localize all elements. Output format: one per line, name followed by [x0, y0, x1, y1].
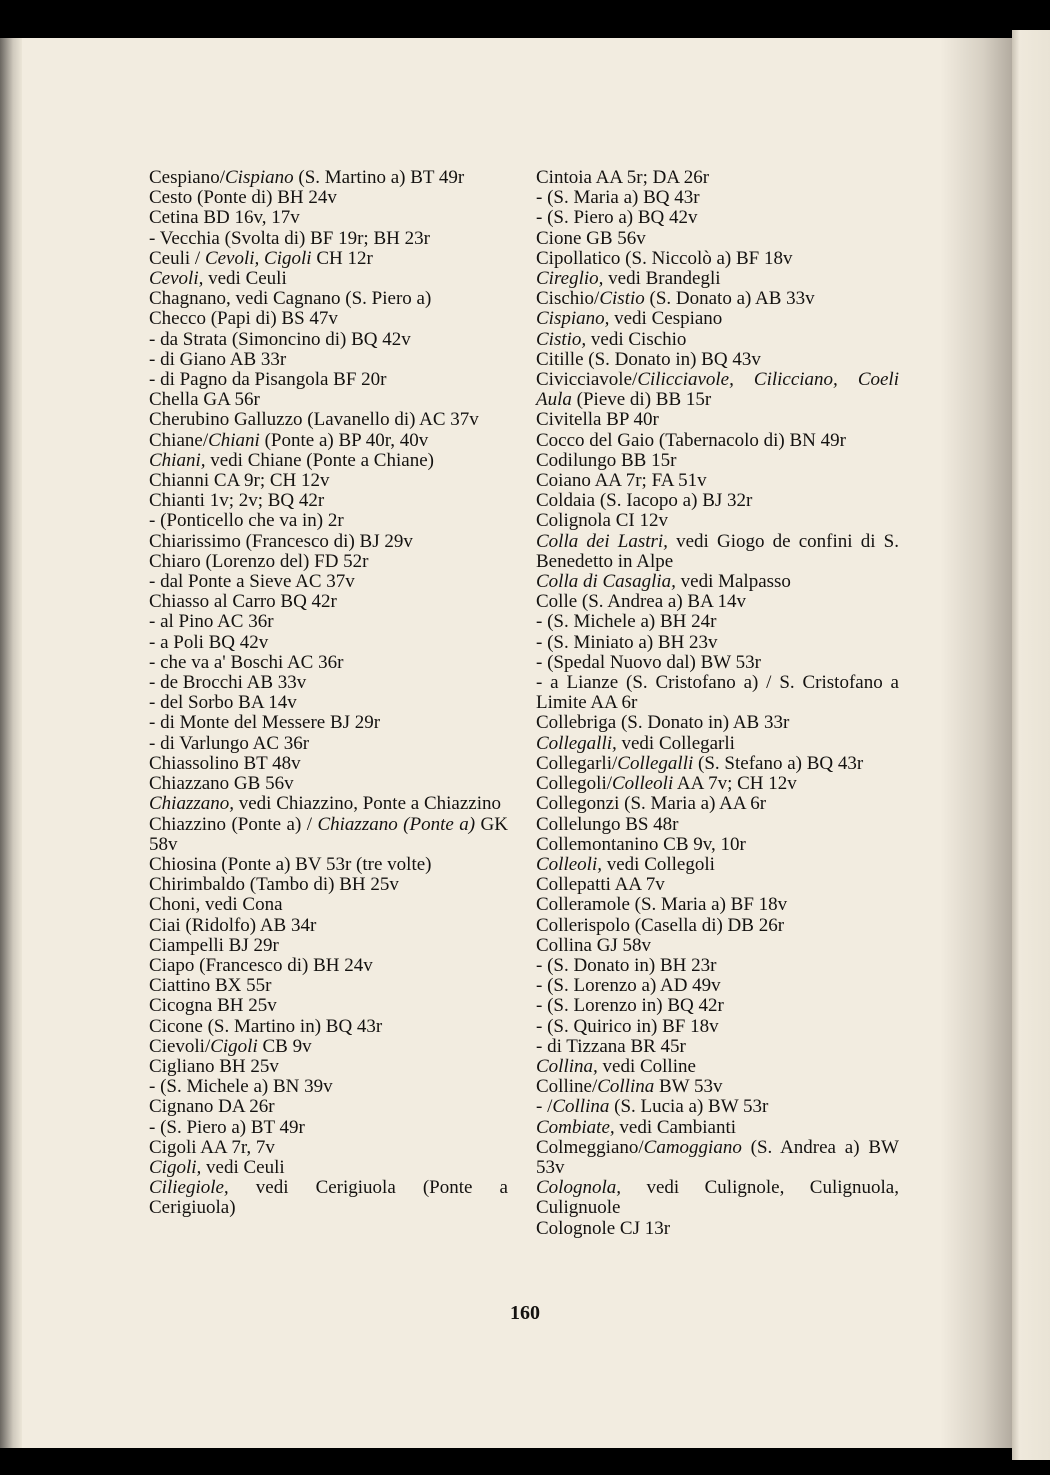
index-entry: Cicone (S. Martino in) BQ 43r	[149, 1015, 383, 1037]
index-entry: Cintoia AA 5r; DA 26r	[536, 167, 710, 188]
index-entry: Collerispolo (Casella di) DB 26r	[536, 914, 785, 936]
page-number: 160	[510, 1302, 540, 1324]
index-entry: - del Sorbo BA 14v	[149, 692, 297, 714]
index-entry: Ciapo (Francesco di) BH 24v	[149, 954, 373, 976]
index-entry: Chiaro (Lorenzo del) FD 52r	[149, 550, 369, 572]
page-edge-right	[1012, 30, 1050, 1460]
spine-shadow	[940, 38, 1012, 1448]
index-entry: Chiazzino (Ponte a) / Chiazzano (Ponte a) GK 58v	[149, 813, 508, 855]
index-entry: Collegarli/Collegalli (S. Stefano a) BQ 43r	[536, 752, 864, 774]
index-entry: Collina GJ 58v	[536, 934, 652, 956]
index-entry: - (S. Donato in) BH 23r	[536, 954, 717, 976]
index-entry: Chianni CA 9r; CH 12v	[149, 470, 330, 492]
index-entry: Cespiano/Cispiano (S. Martino a) BT 49r	[149, 167, 465, 188]
index-entry: Ciliegiole, vedi Cerigiuola (Ponte a Cerigiuola)	[149, 1177, 508, 1219]
index-entry: Collegoli/Colleoli AA 7v; CH 12v	[536, 773, 797, 795]
index-entry: Collina, vedi Colline	[536, 1055, 696, 1077]
index-entry: Collepatti AA 7v	[536, 874, 665, 896]
index-entry: - (S. Lorenzo a) AD 49v	[536, 975, 721, 997]
index-entry: Chiane/Chiani (Ponte a) BP 40r, 40v	[149, 429, 429, 451]
index-entry: Cigoli, vedi Ceuli	[149, 1156, 285, 1178]
page-edge-left	[0, 38, 22, 1448]
index-entry: Cipollatico (S. Niccolò a) BF 18v	[536, 247, 793, 269]
index-entry: Colmeggiano/Camoggiano (S. Andrea a) BW 53v	[536, 1136, 899, 1178]
index-entry: Chagnano, vedi Cagnano (S. Piero a)	[149, 288, 432, 310]
index-entry: - (S. Lorenzo in) BQ 42r	[536, 995, 724, 1017]
index-entry: - (Spedal Nuovo dal) BW 53r	[536, 651, 761, 673]
index-entry: Collebriga (S. Donato in) AB 33r	[536, 712, 790, 734]
index-entry: Chiazzano, vedi Chiazzino, Ponte a Chiazzino	[149, 793, 501, 815]
index-column-right	[536, 168, 899, 1239]
index-entry: - (Ponticello che va in) 2r	[149, 510, 344, 532]
index-entry: Coiano AA 7r; FA 51v	[536, 470, 707, 492]
index-entry: Colline/Collina BW 53v	[536, 1076, 723, 1098]
index-entry: - di Giano AB 33r	[149, 348, 287, 370]
index-entry: Collelungo BS 48r	[536, 813, 679, 835]
index-entry: - (S. Maria a) BQ 43r	[536, 187, 700, 209]
index-entry: Collegalli, vedi Collegarli	[536, 732, 735, 754]
index-entry: Cievoli/Cigoli CB 9v	[149, 1035, 312, 1057]
index-entry: Cocco del Gaio (Tabernacolo di) BN 49r	[536, 429, 846, 451]
index-entry: Cicogna BH 25v	[149, 995, 277, 1017]
index-entry: - (S. Quirico in) BF 18v	[536, 1015, 719, 1037]
index-entry: Ciai (Ridolfo) AB 34r	[149, 914, 317, 936]
index-entry: - /Collina (S. Lucia a) BW 53r	[536, 1096, 769, 1118]
index-entry: Cherubino Galluzzo (Lavanello di) AC 37v	[149, 409, 479, 431]
index-entry: Colleramole (S. Maria a) BF 18v	[536, 894, 788, 916]
index-entry: Chianti 1v; 2v; BQ 42r	[149, 490, 325, 512]
index-entry: Chiosina (Ponte a) BV 53r (tre volte)	[149, 853, 432, 875]
index-entry: Chiani, vedi Chiane (Ponte a Chiane)	[149, 449, 434, 471]
index-entry: - di Varlungo AC 36r	[149, 732, 310, 754]
index-entry: Civitella BP 40r	[536, 409, 659, 431]
index-entry: Choni, vedi Cona	[149, 894, 283, 916]
index-entry: Colleoli, vedi Collegoli	[536, 853, 715, 875]
index-entry: - (S. Michele a) BH 24r	[536, 611, 717, 633]
index-entry: - de Brocchi AB 33v	[149, 672, 307, 694]
index-entry: Cischio/Cistio (S. Donato a) AB 33v	[536, 288, 815, 310]
index-entry: - di Tizzana BR 45r	[536, 1035, 686, 1057]
index-entry: - (S. Miniato a) BH 23v	[536, 631, 718, 653]
index-entry: Colognole CJ 13r	[536, 1217, 671, 1239]
index-entry: Cignano DA 26r	[149, 1096, 275, 1118]
index-entry: Cispiano, vedi Cespiano	[536, 308, 723, 330]
index-entry: - di Pagno da Pisangola BF 20r	[149, 369, 387, 391]
index-entry: Ciampelli BJ 29r	[149, 934, 279, 956]
index-entry: Cetina BD 16v, 17v	[149, 207, 300, 229]
index-entry: Colle (S. Andrea a) BA 14v	[536, 591, 747, 613]
index-entry: Cigliano BH 25v	[149, 1055, 279, 1077]
index-entry: Cigoli AA 7r, 7v	[149, 1136, 275, 1158]
index-entry: - a Poli BQ 42v	[149, 631, 269, 653]
index-entry: - a Lianze (S. Cristofano a) / S. Cristofano a Limite AA 6r	[536, 672, 899, 714]
index-entry: Chella GA 56r	[149, 389, 260, 411]
index-entry: - da Strata (Simoncino di) BQ 42v	[149, 328, 411, 350]
index-entry: Chirimbaldo (Tambo di) BH 25v	[149, 874, 399, 896]
index-entry: Cevoli, vedi Ceuli	[149, 268, 287, 290]
index-entry: Collegonzi (S. Maria a) AA 6r	[536, 793, 767, 815]
index-entry: - (S. Piero a) BQ 42v	[536, 207, 698, 229]
index-entry: - dal Ponte a Sieve AC 37v	[149, 571, 355, 593]
index-entry: Cireglio, vedi Brandegli	[536, 268, 721, 290]
index-entry: - al Pino AC 36r	[149, 611, 274, 633]
index-entry: Ceuli / Cevoli, Cigoli CH 12r	[149, 247, 373, 269]
index-entry: Cistio, vedi Cischio	[536, 328, 687, 350]
index-column-left	[149, 168, 508, 1219]
index-entry: Citille (S. Donato in) BQ 43v	[536, 348, 761, 370]
index-entry: Civicciavole/Cilicciavole, Cilicciano, Coeli Aula (Pieve di) BB 15r	[536, 369, 899, 411]
index-entry: Collemontanino CB 9v, 10r	[536, 833, 746, 855]
index-entry: Chiarissimo (Francesco di) BJ 29v	[149, 530, 413, 552]
index-entry: Chiazzano GB 56v	[149, 773, 294, 795]
index-entry: Colla dei Lastri, vedi Giogo de confini di S. Benedetto in Alpe	[536, 530, 899, 572]
index-entry: Codilungo BB 15r	[536, 449, 677, 471]
index-entry: Ciattino BX 55r	[149, 975, 272, 997]
index-entry: Coldaia (S. Iacopo a) BJ 32r	[536, 490, 753, 512]
index-entry: Cesto (Ponte di) BH 24v	[149, 187, 337, 209]
index-entry: - (S. Michele a) BN 39v	[149, 1076, 333, 1098]
index-entry: Colla di Casaglia, vedi Malpasso	[536, 571, 791, 593]
index-entry: - (S. Piero a) BT 49r	[149, 1116, 305, 1138]
index-entry: Cione GB 56v	[536, 227, 646, 249]
index-entry: Colignola CI 12v	[536, 510, 668, 532]
index-entry: Chiassolino BT 48v	[149, 752, 301, 774]
index-entry: Chiasso al Carro BQ 42r	[149, 591, 337, 613]
index-entry: - di Monte del Messere BJ 29r	[149, 712, 381, 734]
index-entry: Colognola, vedi Culignole, Culignuola, Culignuole	[536, 1177, 899, 1219]
index-entry: Combiate, vedi Cambianti	[536, 1116, 737, 1138]
index-entry: Checco (Papi di) BS 47v	[149, 308, 338, 330]
index-entry: - Vecchia (Svolta di) BF 19r; BH 23r	[149, 227, 430, 249]
index-entry: - che va a' Boschi AC 36r	[149, 651, 344, 673]
